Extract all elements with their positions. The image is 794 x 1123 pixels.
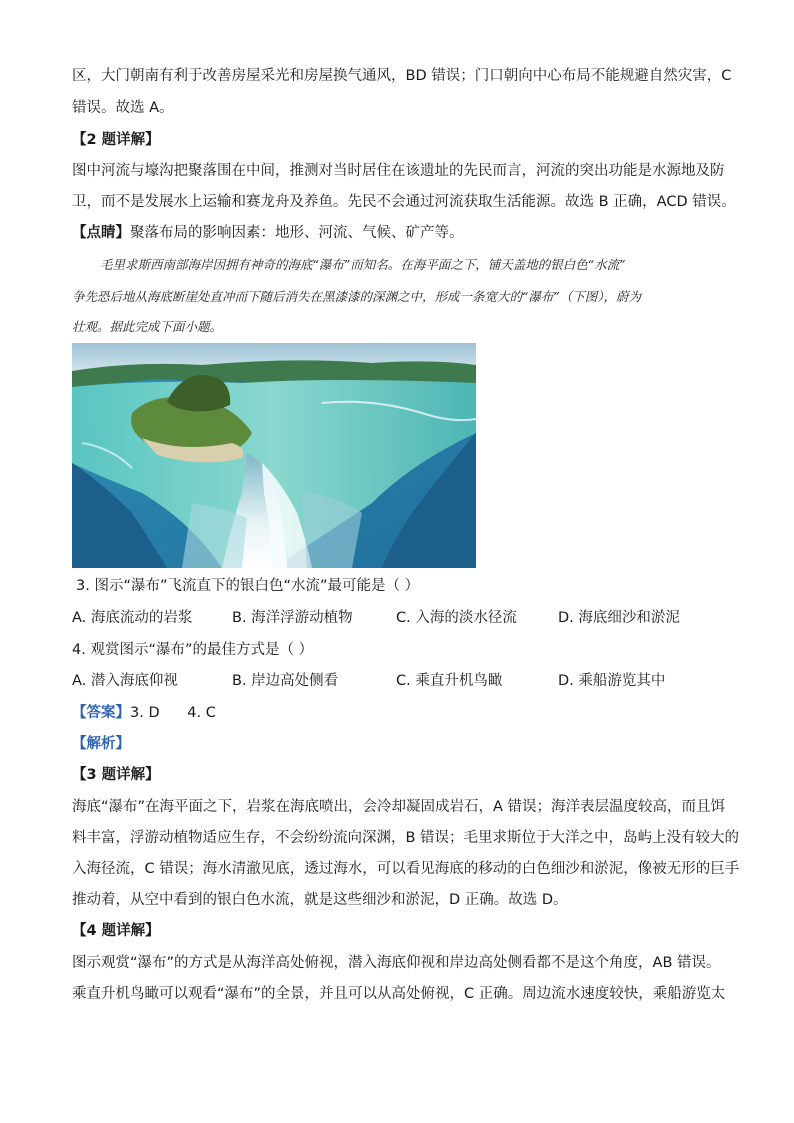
underwater-waterfall-photo [72, 343, 476, 568]
q3-option-b: B. 海洋浮游动植物 [232, 610, 353, 626]
paragraph-line: 图示观赏“瀑布”的方式是从海洋高处俯视，潜入海底仰视和岸边高处侧看都不是这个角度，AB 错误。 [72, 955, 721, 971]
q4-option-c: C. 乘直升机鸟瞰 [396, 673, 503, 689]
q3-option-c: C. 入海的淡水径流 [396, 610, 517, 626]
material-intro-line: 毛里求斯西南部海岸因拥有神奇的海底“瀑布”而知名。在海平面之下，铺天盖地的银白色“水流” [100, 257, 626, 272]
section-heading-q3: 【3 题详解】 [72, 767, 160, 783]
dianjing-text: 聚落布局的影响因素：地形、河流、气候、矿产等。 [130, 225, 464, 241]
answer-line [72, 703, 216, 723]
paragraph-line: 错误。故选 A。 [72, 100, 174, 116]
section-heading-q2: 【2 题详解】 [72, 132, 160, 148]
q3-option-d: D. 海底细沙和淤泥 [558, 610, 680, 626]
paragraph-line: 乘直升机鸟瞰可以观看“瀑布”的全景，并且可以从高处俯视，C 正确。周边流水速度较快，乘船游览太 [72, 986, 726, 1002]
paragraph-line: 区，大门朝南有利于改善房屋采光和房屋换气通风，BD 错误；门口朝向中心布局不能规避自然灾害，C [72, 68, 732, 84]
answer-text: 3. D 4. C [130, 705, 216, 721]
q4-option-d: D. 乘船游览其中 [558, 673, 666, 689]
paragraph-line: 推动着，从空中看到的银白色水流，就是这些细沙和淤泥，D 正确。故选 D。 [72, 892, 568, 908]
question-4-stem: 4. 观赏图示“瀑布”的最佳方式是（ ） [72, 642, 314, 658]
q4-option-b: B. 岸边高处侧看 [232, 673, 339, 689]
q3-option-a: A. 海底流动的岩浆 [72, 610, 193, 626]
material-intro-line: 壮观。据此完成下面小题。 [72, 319, 223, 334]
material-intro-line: 争先恐后地从海底断崖处直冲而下随后消失在黑漆漆的深渊之中，形成一条宽大的“瀑布”（下图），蔚为 [72, 289, 642, 304]
question-3-stem: 3. 图示“瀑布”飞流直下的银白色“水流”最可能是（ ） [76, 578, 420, 594]
paragraph-line: 卫，而不是发展水上运输和赛龙舟及养鱼。先民不会通过河流获取生活能源。故选 B 正确，ACD 错误。 [72, 194, 736, 210]
answer-label: 【答案】 [72, 705, 130, 721]
dianjing-label: 【点睛】 [72, 225, 130, 241]
q4-option-a: A. 潜入海底仰视 [72, 673, 178, 689]
paragraph-line: 海底“瀑布”在海平面之下，岩浆在海底喷出，会冷却凝固成岩石，A 错误；海洋表层温度较高，而且饵 [72, 799, 726, 815]
paragraph-line: 入海径流，C 错误；海水清澈见底，透过海水，可以看见海底的移动的白色细沙和淤泥，像被无形的巨手 [72, 861, 740, 877]
analysis-label: 【解析】 [72, 736, 130, 752]
paragraph-line: 图中河流与壕沟把聚落围在中间，推测对当时居住在该遗址的先民而言，河流的突出功能是水源地及防 [72, 163, 725, 179]
paragraph-line: 料丰富，浮游动植物适应生存，不会纷纷流向深渊，B 错误；毛里求斯位于大洋之中，岛屿上没有较大的 [72, 830, 740, 846]
section-heading-q4: 【4 题详解】 [72, 923, 160, 939]
dianjing-note [72, 223, 464, 243]
